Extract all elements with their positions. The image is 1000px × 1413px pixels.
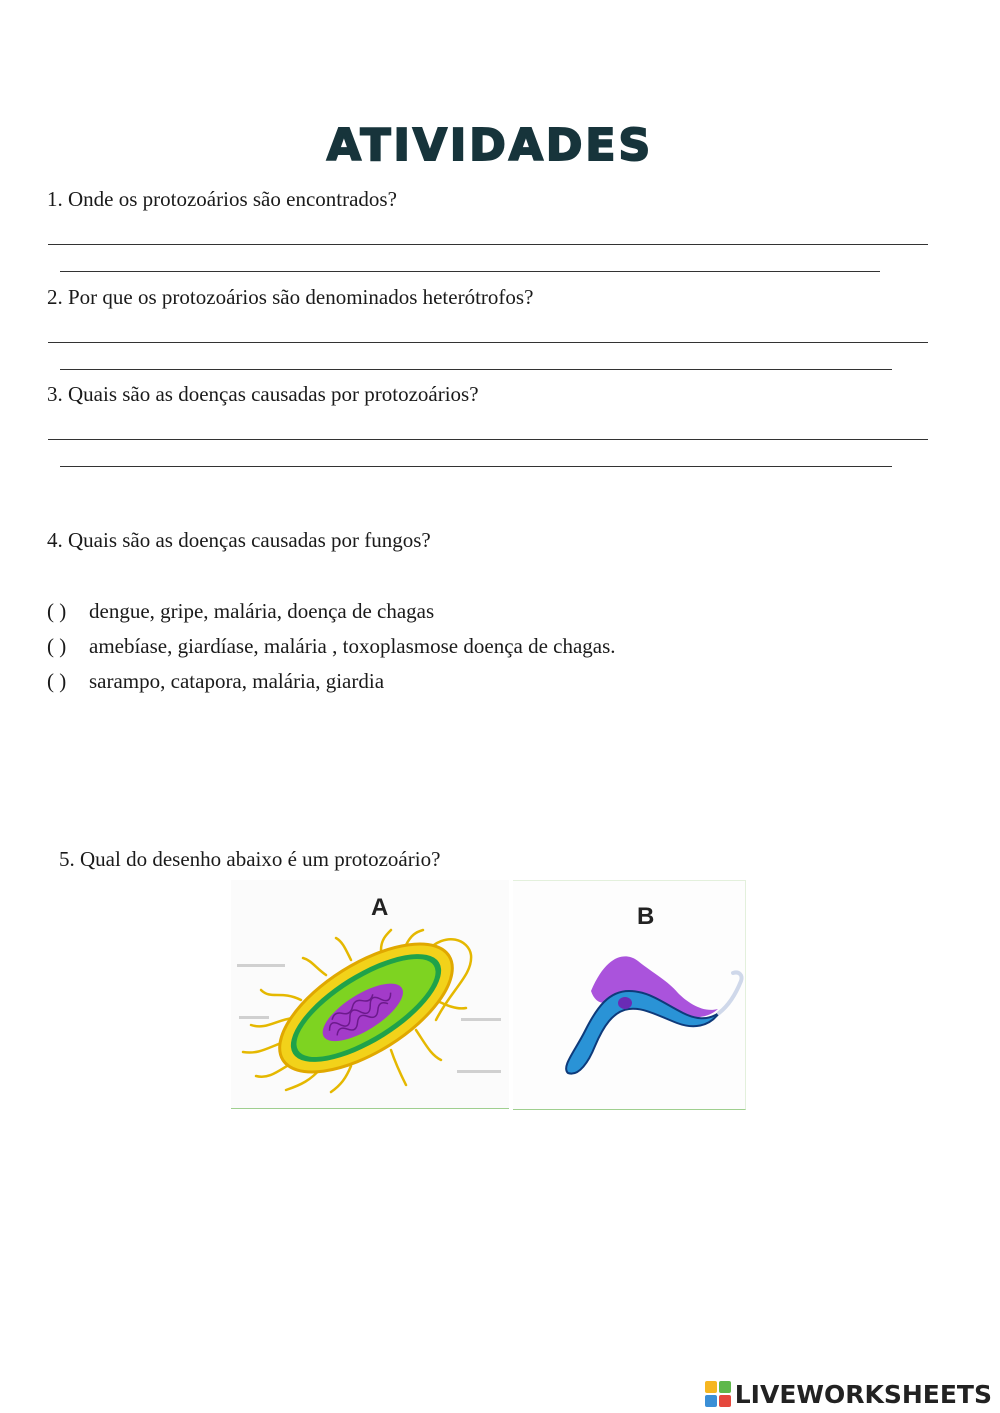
- page-title: ATIVIDADES: [326, 120, 654, 171]
- option-1-checkbox[interactable]: ( ): [47, 599, 67, 623]
- answer-line-2a[interactable]: [48, 342, 928, 343]
- question-4: 4. Quais são as doenças causadas por fungos?: [47, 528, 431, 552]
- answer-line-3b[interactable]: [60, 466, 892, 467]
- option-3[interactable]: [47, 668, 384, 694]
- image-a-label: A: [371, 894, 389, 921]
- option-2-text: amebíase, giardíase, malária , toxoplasmose doença de chagas.: [89, 634, 616, 658]
- answer-line-1a[interactable]: [48, 244, 928, 245]
- option-1-text: dengue, gripe, malária, doença de chagas: [89, 599, 435, 623]
- bacterium-drawing: [231, 880, 509, 1108]
- image-a-bacterium[interactable]: [231, 880, 509, 1109]
- option-1[interactable]: [47, 598, 434, 624]
- answer-line-2b[interactable]: [60, 369, 892, 370]
- question-2: 2. Por que os protozoários são denominados heterótrofos?: [47, 285, 534, 309]
- image-b-protozoan[interactable]: [513, 880, 746, 1110]
- logo-grid-icon: [705, 1381, 731, 1407]
- question-3: 3. Quais são as doenças causadas por protozoários?: [47, 382, 479, 406]
- image-b-label: B: [637, 903, 655, 930]
- liveworksheets-logo[interactable]: [705, 1378, 992, 1410]
- option-3-text: sarampo, catapora, malária, giardia: [89, 669, 385, 693]
- answer-line-1b[interactable]: [60, 271, 880, 272]
- option-2[interactable]: [47, 633, 616, 659]
- option-3-checkbox[interactable]: ( ): [47, 669, 67, 693]
- question-1: 1. Onde os protozoários são encontrados?: [47, 187, 397, 211]
- option-2-checkbox[interactable]: ( ): [47, 634, 67, 658]
- trypanosome-drawing: [513, 881, 745, 1109]
- logo-text: LIVEWORKSHEETS: [734, 1379, 992, 1409]
- question-5: 5. Qual do desenho abaixo é um protozoário?: [59, 847, 441, 871]
- answer-line-3a[interactable]: [48, 439, 928, 440]
